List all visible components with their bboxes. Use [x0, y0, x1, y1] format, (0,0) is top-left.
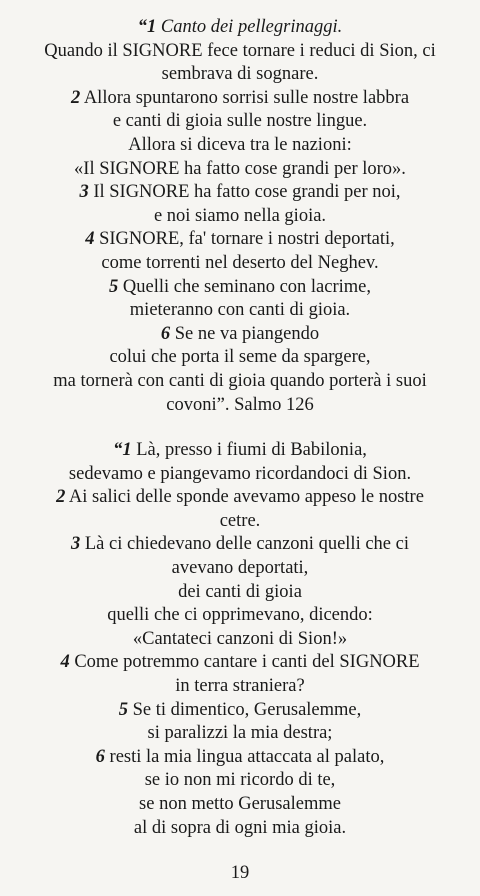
verse-line: in terra straniera?	[175, 676, 305, 697]
verse-text: Là ci chiedevano delle canzoni quelli che ci	[84, 534, 409, 555]
verse-number: 5	[118, 699, 128, 720]
verse-line: dei canti di gioia	[178, 581, 302, 602]
verse-line	[10, 746, 470, 770]
verse-line: se non metto Gerusalemme	[139, 794, 341, 814]
verse-number: 2	[56, 487, 66, 508]
verse-line	[10, 181, 470, 205]
verse-line: quelli che ci opprimevano, dicendo:	[107, 605, 373, 626]
verse-number: 4	[60, 652, 70, 673]
page-number: 19	[230, 863, 250, 883]
verse-line: cetre.	[219, 510, 261, 531]
verse-line: Allora si diceva tra le nazioni:	[128, 134, 352, 155]
verse-line	[10, 651, 470, 675]
verse-line	[10, 699, 470, 723]
verse-line	[10, 87, 470, 111]
verse-text: SIGNORE, fa' tornare i nostri deportati,	[99, 229, 395, 250]
verse-text: Quelli che seminano con lacrime,	[122, 276, 371, 297]
verse-line: «Cantateci canzoni di Sion!»	[132, 628, 348, 649]
verse-line: come torrenti nel deserto del Neghev.	[101, 252, 379, 273]
verse-text: Allora spuntarono sorrisi sulle nostre labbra	[83, 87, 410, 108]
verse-line: avevano deportati,	[171, 558, 309, 579]
verse-number: 6	[95, 746, 105, 767]
verse-number: 3	[71, 534, 81, 555]
verse-text: Se ti dimentico, Gerusalemme,	[132, 699, 362, 720]
verse-text: Come potremmo cantare i canti del SIGNORE	[74, 652, 420, 673]
verse-line	[10, 16, 470, 40]
verse-line: e noi siamo nella gioia.	[153, 205, 327, 226]
psalm-137-passage	[10, 439, 470, 840]
verse-text: resti la mia lingua attaccata al palato,	[109, 746, 385, 767]
verse-line: sedevamo e piangevamo ricordandoci di Sion.	[68, 463, 412, 484]
verse-number: 1	[122, 440, 132, 461]
verse-line: Quando il SIGNORE fece tornare i reduci di Sion, ci	[44, 40, 436, 61]
verse-text: Là, presso i fiumi di Babilonia,	[136, 440, 367, 461]
verse-number: 3	[79, 182, 89, 203]
verse-line: mieteranno con canti di gioia.	[129, 300, 351, 321]
verse-text: Il SIGNORE ha fatto cose grandi per noi,	[93, 182, 401, 203]
verse-number: 6	[160, 323, 171, 344]
verse-line: colui che porta il seme da spargere,	[109, 347, 371, 368]
verse-line: se io non mi ricordo di te,	[144, 770, 336, 791]
open-quote: “	[113, 440, 123, 461]
open-quote: “	[137, 17, 147, 37]
verse-number: 2	[70, 87, 81, 108]
verse-line: al di sopra di ogni mia gioia.	[133, 817, 347, 838]
verse-line: sembrava di sognare.	[161, 64, 319, 85]
verse-line	[10, 228, 470, 252]
verse-line: e canti di gioia sulle nostre lingue.	[112, 111, 368, 132]
verse-line: covoni”. Salmo 126	[166, 394, 314, 415]
verse-text: Se ne va piangendo	[174, 323, 320, 344]
verse-line	[10, 486, 470, 510]
verse-line: «Il SIGNORE ha fatto cose grandi per loro».	[74, 158, 406, 179]
verse-line	[10, 323, 470, 347]
verse-number: 5	[109, 276, 119, 297]
verse-line: ma tornerà con canti di gioia quando porterà i suoi	[53, 370, 427, 391]
verse-number: 4	[85, 229, 95, 250]
verse-line	[10, 439, 470, 463]
psalm-126-passage	[10, 16, 470, 417]
verse-line: si paralizzi la mia destra;	[147, 723, 333, 744]
verse-number: 1	[146, 17, 157, 37]
psalm-title: Canto dei pellegrinaggi.	[160, 17, 343, 37]
verse-line	[10, 276, 470, 300]
verse-text: Ai salici delle sponde avevamo appeso le nostre	[68, 487, 424, 508]
verse-line	[10, 533, 470, 557]
